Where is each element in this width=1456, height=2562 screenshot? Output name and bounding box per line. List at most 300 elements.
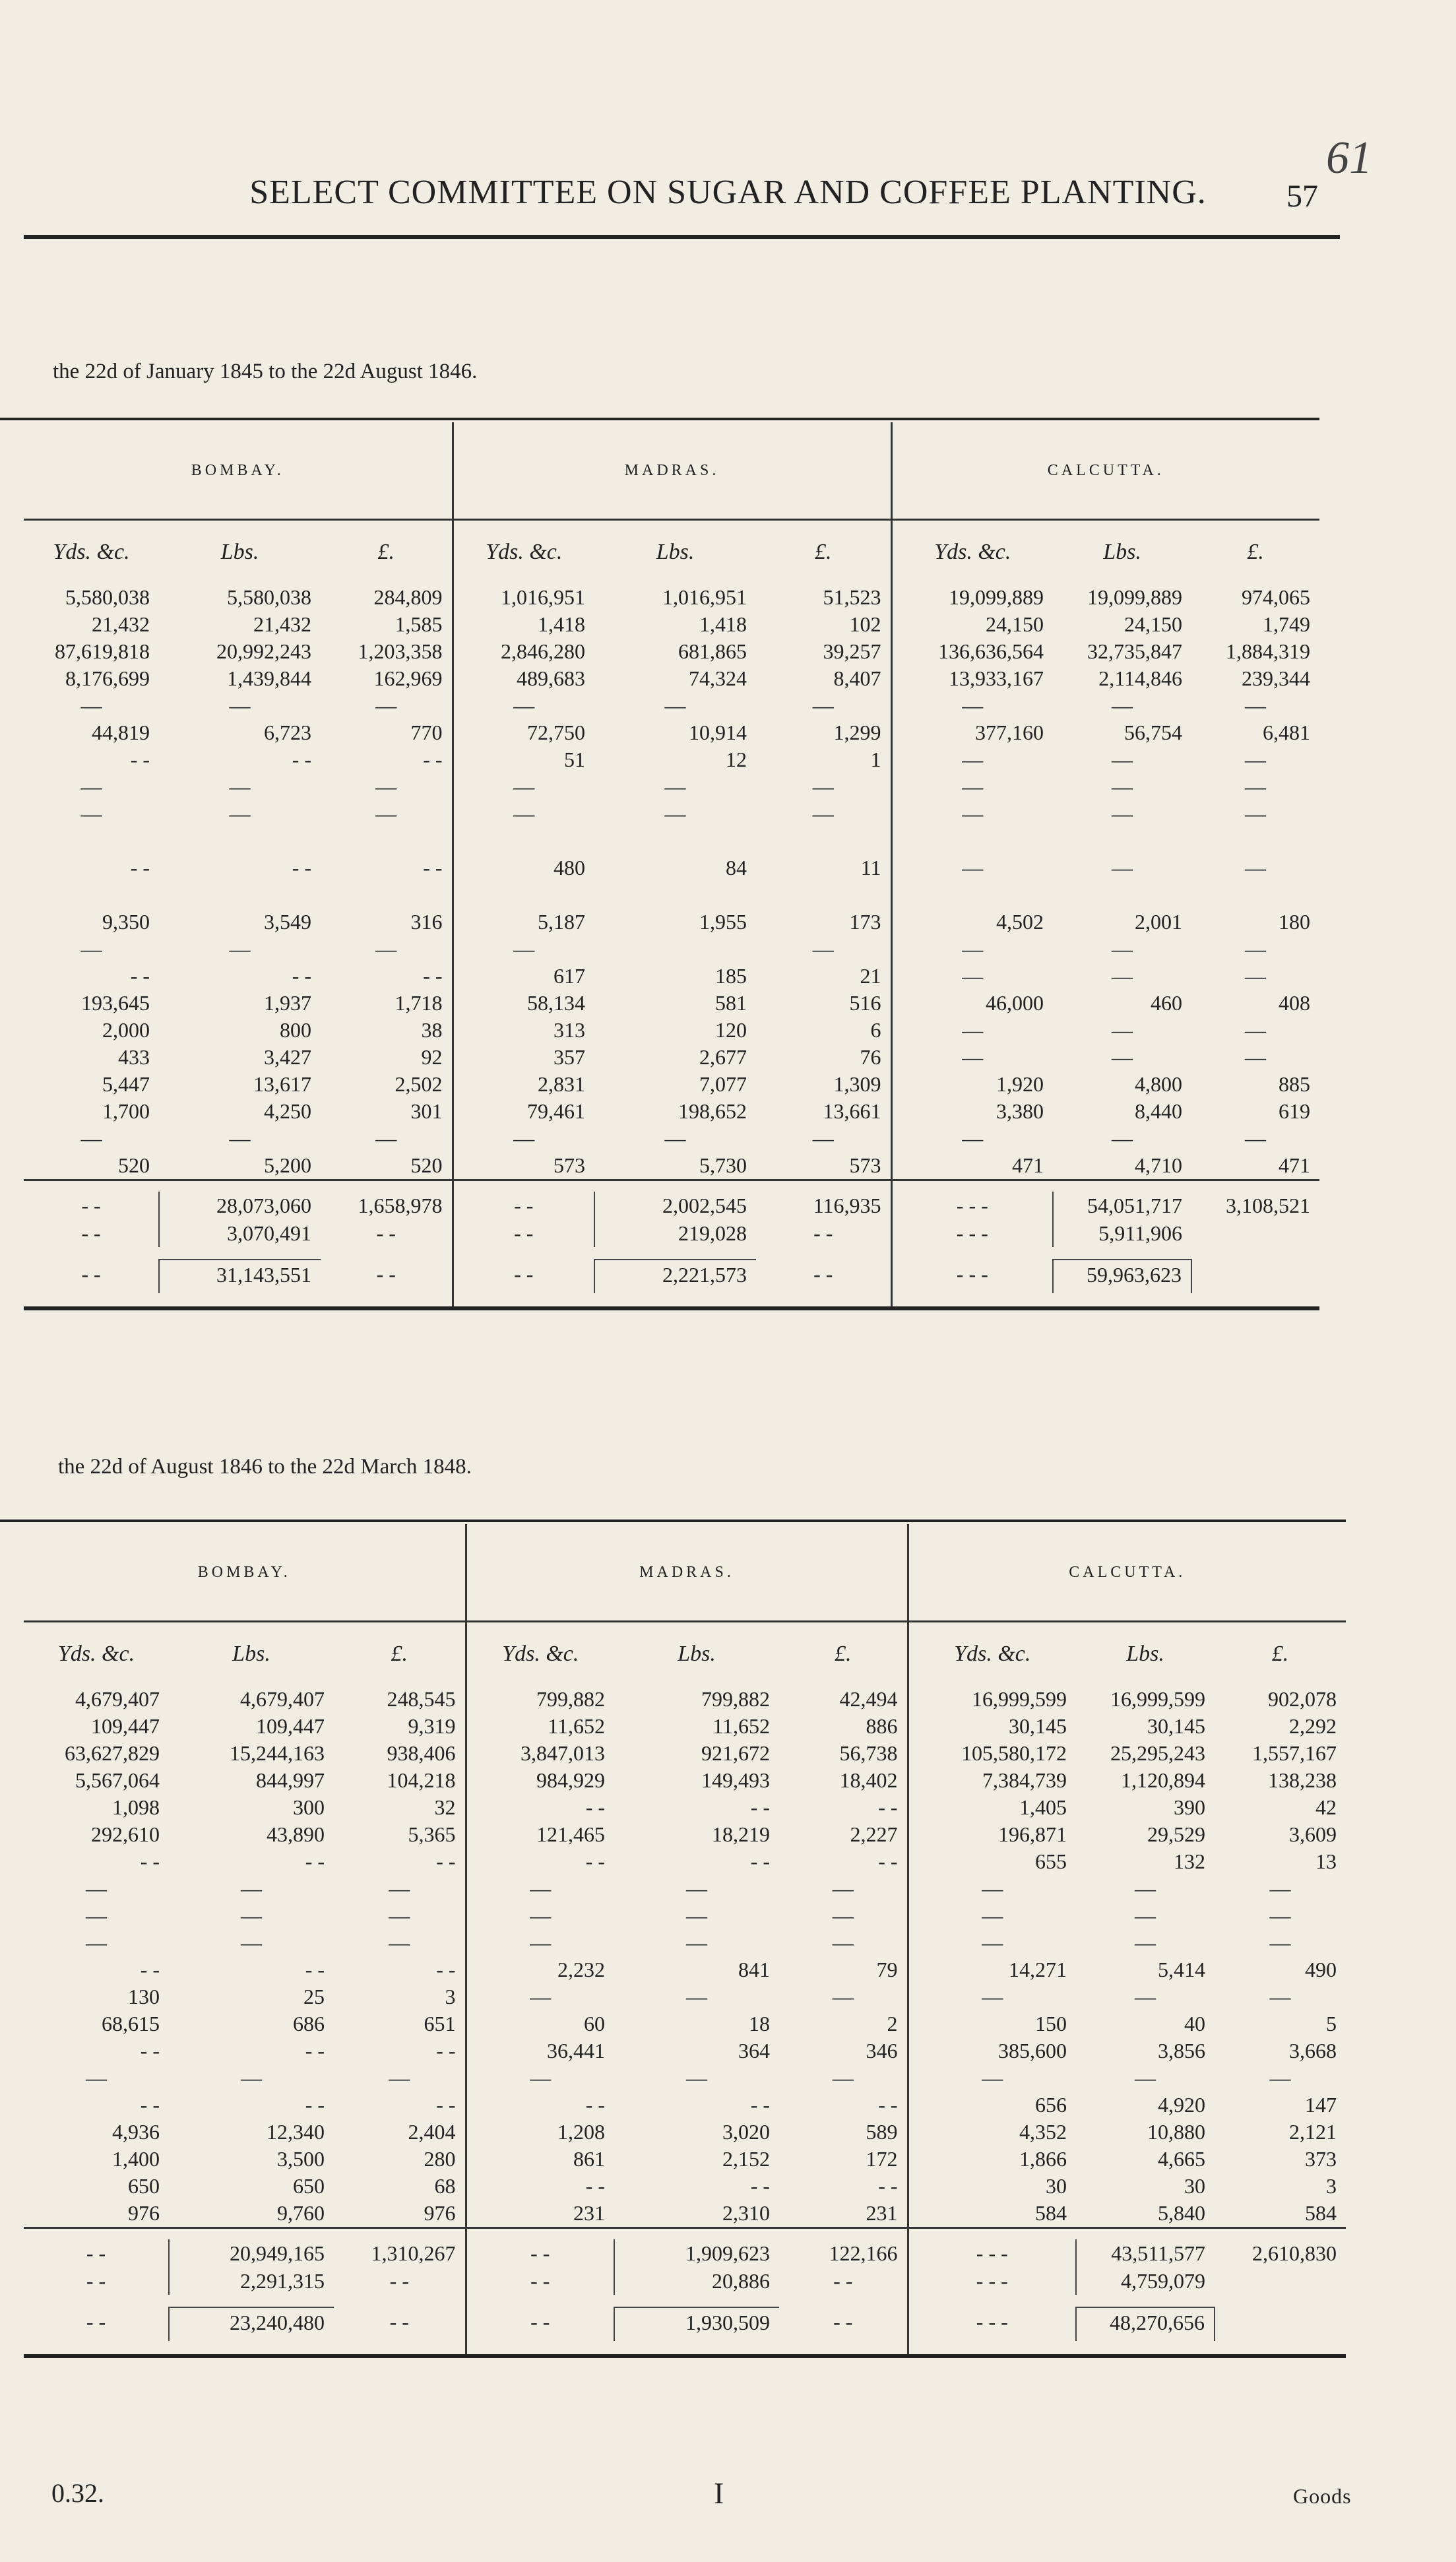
table-cell: 9,760 xyxy=(277,2201,325,2225)
unit-header: £. xyxy=(779,1622,908,1686)
table-cell: 138,238 xyxy=(1268,1768,1337,1792)
total-cell: - - xyxy=(514,1194,534,1217)
table-cell: 3,668 xyxy=(1289,2039,1337,2063)
table-cell: 2,831 xyxy=(538,1072,586,1096)
table-cell: — xyxy=(1269,1931,1291,1954)
table-cell: — xyxy=(962,937,984,961)
table-cell: 25,295,243 xyxy=(1110,1741,1206,1765)
table-cell: 5,200 xyxy=(264,1153,311,1177)
table-cell xyxy=(453,881,594,909)
table-cell: 3,549 xyxy=(264,910,311,934)
grand-total-cell: 59,963,623 xyxy=(1053,1260,1191,1293)
total-cell: - - xyxy=(86,2269,106,2293)
table-row xyxy=(24,1125,1319,1152)
table-cell: 42,494 xyxy=(779,1686,908,1713)
table-cell: 373 xyxy=(1305,2147,1337,2171)
table-cell: — xyxy=(756,1125,891,1152)
table-cell: 32 xyxy=(334,1794,466,1821)
table-cell: — xyxy=(530,2066,552,2090)
table-cell: 520 xyxy=(321,1152,453,1180)
table-cell: — xyxy=(779,1983,908,2010)
table-cell: 18 xyxy=(749,2012,771,2035)
section2-date-range: the 22d of August 1846 to the 22d March 1848. xyxy=(58,1455,472,1479)
table-row xyxy=(24,1044,1319,1071)
table-cell: 84 xyxy=(726,856,747,880)
table-cell: 24,150 xyxy=(986,612,1044,636)
table-cell: 301 xyxy=(321,1098,453,1125)
table-cell: 686 xyxy=(293,2012,325,2035)
table-cell: — xyxy=(530,1931,552,1954)
table-cell: 4,800 xyxy=(1135,1072,1183,1096)
table-cell: 24,150 xyxy=(1124,612,1183,636)
page-number: 57 xyxy=(1286,179,1318,214)
table-cell: — xyxy=(241,1931,262,1954)
group-header-calcutta: CALCUTTA. xyxy=(891,422,1319,520)
table-cell: 2,846,280 xyxy=(501,639,586,663)
table-cell: 16,999,599 xyxy=(972,1687,1067,1711)
group-header-bombay: BOMBAY. xyxy=(24,1524,466,1622)
table-cell: 16,999,599 xyxy=(1110,1687,1206,1711)
table-cell: 1,585 xyxy=(321,611,453,638)
table-cell: — xyxy=(86,1876,107,1900)
table-cell: 1,016,951 xyxy=(501,585,586,609)
table-row xyxy=(24,1767,1346,1794)
grand-total-cell: - - xyxy=(514,1262,534,1286)
section1-date-range: the 22d of January 1845 to the 22d August 1846. xyxy=(53,360,478,383)
separator-cell xyxy=(1053,1180,1191,1192)
bottom-cell xyxy=(1191,1293,1319,1308)
separator-cell xyxy=(891,1180,1053,1192)
table-cell: 68 xyxy=(334,2173,466,2200)
table-cell: — xyxy=(1112,1045,1133,1069)
grand-total-cell: - - xyxy=(756,1260,891,1293)
separator-cell xyxy=(614,2228,779,2240)
table-cell: — xyxy=(321,1125,453,1152)
table-row xyxy=(24,638,1319,665)
table-cell: 36,441 xyxy=(547,2039,606,2063)
table-cell: 3 xyxy=(1326,2174,1337,2198)
bottom-cell xyxy=(159,1293,321,1308)
footer-catchword: Goods xyxy=(1293,2484,1352,2508)
table-cell: 46,000 xyxy=(986,991,1044,1015)
table-cell: — xyxy=(229,775,251,798)
grand-total-row xyxy=(24,2307,1346,2341)
table-cell: 30,145 xyxy=(1147,1714,1206,1738)
table-cell: 198,652 xyxy=(678,1099,747,1123)
table-cell: — xyxy=(229,937,251,961)
table-cell: — xyxy=(1112,693,1133,717)
table-cell: 385,600 xyxy=(998,2039,1067,2063)
unit-header: Yds. &c. xyxy=(954,1642,1031,1666)
table-cell: - - xyxy=(305,1958,325,1981)
table-cell: 2,404 xyxy=(334,2119,466,2146)
bottom-cell xyxy=(321,1293,453,1308)
table-cell: 60 xyxy=(584,2012,606,2035)
table-row xyxy=(24,1983,1346,2010)
table-cell: 30 xyxy=(1184,2174,1206,2198)
unit-header: £. xyxy=(1271,1642,1289,1666)
table-cell: 460 xyxy=(1151,991,1183,1015)
table-cell: 5,730 xyxy=(699,1153,747,1177)
separator-cell xyxy=(756,1180,891,1192)
table-cell: 861 xyxy=(573,2147,606,2171)
table-cell: 18,219 xyxy=(712,1822,771,1846)
table-cell: 120 xyxy=(715,1018,747,1042)
totals-row xyxy=(24,2239,1346,2267)
total-cell: - - - xyxy=(976,2241,1008,2265)
table-cell: 51,523 xyxy=(756,584,891,611)
table-cell: — xyxy=(80,775,102,798)
table-cell xyxy=(756,827,891,854)
table-cell: 21,432 xyxy=(92,612,150,636)
table-cell: — xyxy=(1112,964,1133,988)
table-cell: — xyxy=(1269,2066,1291,2090)
table-cell: 13,933,167 xyxy=(949,666,1044,690)
table-cell: — xyxy=(334,1929,466,1956)
table-cell: 40 xyxy=(1184,2012,1206,2035)
table-cell: — xyxy=(229,693,251,717)
table-cell: 3,427 xyxy=(264,1045,311,1069)
table-cell: - - xyxy=(305,2039,325,2063)
total-cell: 4,759,079 xyxy=(1076,2267,1215,2295)
separator-cell xyxy=(453,1180,594,1192)
table-cell: - - xyxy=(292,964,311,988)
table-cell: 3,847,013 xyxy=(521,1741,606,1765)
table-cell: - - xyxy=(140,1849,160,1873)
grand-total-cell: 23,240,480 xyxy=(169,2307,334,2341)
table-cell: 5,840 xyxy=(1158,2201,1206,2225)
table-cell: 1 xyxy=(756,746,891,773)
bottom-cell xyxy=(1215,2341,1346,2356)
table-cell: — xyxy=(80,1126,102,1150)
table-cell: 30,145 xyxy=(1009,1714,1067,1738)
table-cell: — xyxy=(86,2066,107,2090)
table-cell xyxy=(891,881,1053,909)
total-cell: 116,935 xyxy=(756,1192,891,1219)
table-cell: — xyxy=(756,936,891,963)
table-cell: 5,414 xyxy=(1158,1958,1206,1981)
table-cell: — xyxy=(334,1902,466,1929)
table-cell: — xyxy=(1245,775,1267,798)
bottom-cell xyxy=(334,2341,466,2356)
table-cell: 1,866 xyxy=(1019,2147,1067,2171)
table-cell: 921,672 xyxy=(701,1741,771,1765)
table-cell: 1,208 xyxy=(557,2120,606,2144)
table-cell: - - xyxy=(779,1794,908,1821)
table-cell: 520 xyxy=(118,1153,150,1177)
table-row xyxy=(24,936,1319,963)
table-cell: 1,405 xyxy=(1019,1795,1067,1819)
table-row xyxy=(24,1929,1346,1956)
table-cell: 14,271 xyxy=(1009,1958,1067,1981)
table-cell: 357 xyxy=(554,1045,586,1069)
table-row xyxy=(24,2119,1346,2146)
totals-row xyxy=(24,1219,1319,1247)
table-cell: 109,447 xyxy=(91,1714,160,1738)
section2-table xyxy=(24,1524,1346,2358)
table-cell: 584 xyxy=(1305,2201,1337,2225)
table-cell: 2,502 xyxy=(321,1071,453,1098)
rule-cell xyxy=(614,2295,779,2307)
table-cell: 3,020 xyxy=(722,2120,771,2144)
group-header-bombay: BOMBAY. xyxy=(24,422,453,520)
table-cell: 1,418 xyxy=(538,612,586,636)
table-cell: 68,615 xyxy=(102,2012,160,2035)
table-cell: 4,502 xyxy=(996,910,1044,934)
table-cell: 2,310 xyxy=(722,2201,771,2225)
table-cell xyxy=(1191,827,1319,854)
table-cell: 4,936 xyxy=(112,2120,160,2144)
rule-cell xyxy=(453,1247,594,1260)
bottom-cell xyxy=(891,1293,1053,1308)
table-row xyxy=(24,773,1319,800)
table-cell: — xyxy=(1245,693,1267,717)
table-cell: 56,754 xyxy=(1124,721,1183,744)
table-cell: — xyxy=(229,802,251,825)
table-cell: — xyxy=(1112,856,1133,880)
table-row xyxy=(24,611,1319,638)
unit-header: Lbs. xyxy=(220,540,259,564)
table-cell: 44,819 xyxy=(92,721,150,744)
separator-cell xyxy=(334,2228,466,2240)
totals-separator-row xyxy=(24,1180,1319,1192)
header-rule xyxy=(24,235,1340,239)
separator-cell xyxy=(24,2228,169,2240)
grand-total-cell: 1,930,509 xyxy=(614,2307,779,2341)
unit-header: £. xyxy=(334,1622,466,1686)
total-cell: - - xyxy=(321,1219,453,1247)
separator-cell xyxy=(321,1180,453,1192)
grand-total-cell: 48,270,656 xyxy=(1076,2307,1215,2341)
rule-cell xyxy=(1215,2295,1346,2307)
table-cell: - - xyxy=(750,2174,771,2198)
separator-cell xyxy=(159,1180,321,1192)
table-cell: 4,710 xyxy=(1135,1153,1183,1177)
table-row xyxy=(24,963,1319,990)
table-cell: 364 xyxy=(738,2039,771,2063)
table-cell xyxy=(321,827,453,854)
table-row xyxy=(24,2037,1346,2065)
table-row xyxy=(24,990,1319,1017)
table-cell: 1,937 xyxy=(264,991,311,1015)
table-cell: 5,187 xyxy=(538,910,586,934)
table-cell: 313 xyxy=(554,1018,586,1042)
table-row xyxy=(24,1848,1346,1875)
table-cell: 7,077 xyxy=(699,1072,747,1096)
table-cell xyxy=(24,881,159,909)
grand-total-rule-row xyxy=(24,2295,1346,2307)
total-cell: 5,911,906 xyxy=(1053,1219,1191,1247)
rule-cell xyxy=(779,2295,908,2307)
total-cell: 3,108,521 xyxy=(1226,1194,1311,1217)
footer-signature-letter: I xyxy=(714,2476,724,2510)
total-cell: 20,949,165 xyxy=(169,2239,334,2267)
table-row xyxy=(24,1017,1319,1044)
table-cell: 8,176,699 xyxy=(65,666,150,690)
table-cell: — xyxy=(1245,937,1267,961)
table-row xyxy=(24,800,1319,827)
table-cell: - - xyxy=(321,854,453,881)
table-cell: 2,114,846 xyxy=(1098,666,1183,690)
table-cell: 976 xyxy=(334,2200,466,2228)
total-cell: 20,886 xyxy=(614,2267,779,2295)
table-cell: - - xyxy=(750,2093,771,2117)
rule-cell xyxy=(1053,1247,1191,1260)
bottom-cell xyxy=(1076,2341,1215,2356)
total-cell: - - - xyxy=(956,1194,988,1217)
table-cell xyxy=(594,827,756,854)
table-cell: - - xyxy=(292,856,311,880)
total-cell: 1,310,267 xyxy=(334,2239,466,2267)
table-cell: 619 xyxy=(1279,1099,1311,1123)
table-cell: — xyxy=(1269,1985,1291,2008)
separator-cell xyxy=(466,2228,614,2240)
table-cell: 4,665 xyxy=(1158,2147,1206,2171)
table-row xyxy=(24,1713,1346,1740)
total-cell: - - xyxy=(81,1194,101,1217)
unit-header: Yds. &c. xyxy=(502,1642,579,1666)
table-cell xyxy=(24,827,159,854)
rule-cell xyxy=(321,1247,453,1260)
table-cell: 248,545 xyxy=(334,1686,466,1713)
handwritten-page-number: 61 xyxy=(1326,133,1372,183)
table-cell: — xyxy=(321,692,453,719)
rule-cell xyxy=(159,1247,321,1260)
table-cell: — xyxy=(779,1929,908,1956)
rule-cell xyxy=(1191,1247,1319,1260)
bottom-cell xyxy=(24,2341,169,2356)
table-cell: 681,865 xyxy=(678,639,747,663)
table-cell: - - xyxy=(140,1958,160,1981)
separator-cell xyxy=(908,2228,1076,2240)
table-cell: 770 xyxy=(321,719,453,746)
table-cell: 18,402 xyxy=(779,1767,908,1794)
table-cell: — xyxy=(1269,1876,1291,1900)
table-cell: 9,350 xyxy=(102,910,150,934)
bottom-cell xyxy=(594,1293,756,1308)
table-cell: — xyxy=(1135,1904,1156,1927)
table-cell: — xyxy=(962,964,984,988)
table-cell: - - xyxy=(140,2039,160,2063)
table-cell: — xyxy=(982,1931,1003,1954)
table-cell: - - xyxy=(321,746,453,773)
table-cell: 63,627,829 xyxy=(65,1741,160,1765)
table-cell: 3,856 xyxy=(1158,2039,1206,2063)
table-cell: - - xyxy=(305,1849,325,1873)
units-header-row xyxy=(24,520,1319,585)
table-cell: — xyxy=(1245,964,1267,988)
table-cell: 38 xyxy=(321,1017,453,1044)
table-cell: 938,406 xyxy=(334,1740,466,1767)
section1-top-rule xyxy=(0,418,1319,420)
table-cell: — xyxy=(1245,856,1267,880)
table-cell: 655 xyxy=(1035,1849,1067,1873)
table-cell: 172 xyxy=(779,2146,908,2173)
table-cell: 408 xyxy=(1279,991,1311,1015)
table-cell: - - xyxy=(585,1795,606,1819)
table-cell: 573 xyxy=(756,1152,891,1180)
total-cell xyxy=(1215,2267,1346,2295)
total-cell: 2,002,545 xyxy=(594,1192,756,1219)
table-cell: 30 xyxy=(1046,2174,1067,2198)
unit-header: Lbs. xyxy=(656,540,695,564)
table-cell: — xyxy=(1135,1876,1156,1900)
table-cell: 196,871 xyxy=(998,1822,1067,1846)
table-cell: 886 xyxy=(779,1713,908,1740)
unit-header: £. xyxy=(321,520,453,585)
bottom-cell xyxy=(756,1293,891,1308)
table-cell: 32,735,847 xyxy=(1087,639,1183,663)
group-header-madras: MADRAS. xyxy=(466,1524,908,1622)
table-cell: — xyxy=(982,1985,1003,2008)
table-cell: 284,809 xyxy=(321,584,453,611)
table-cell: 79,461 xyxy=(527,1099,586,1123)
table-cell: 2,000 xyxy=(102,1018,150,1042)
table-row xyxy=(24,692,1319,719)
table-cell: 150 xyxy=(1035,2012,1067,2035)
table-cell: — xyxy=(686,2066,708,2090)
table-cell: — xyxy=(686,1904,708,1927)
table-cell: 130 xyxy=(128,1985,160,2008)
total-cell: 28,073,060 xyxy=(159,1192,321,1219)
total-cell: - - xyxy=(779,2267,908,2295)
table-cell xyxy=(159,881,321,909)
table-cell: — xyxy=(962,775,984,798)
rule-cell xyxy=(908,2295,1076,2307)
group-header-row xyxy=(24,422,1319,520)
table-cell: 13,617 xyxy=(253,1072,311,1096)
table-cell: 76 xyxy=(756,1044,891,1071)
table-cell: — xyxy=(80,802,102,825)
table-cell: 490 xyxy=(1305,1958,1337,1981)
table-cell: — xyxy=(1135,1931,1156,1954)
table-cell: 390 xyxy=(1174,1795,1206,1819)
table-cell: 136,636,564 xyxy=(938,639,1044,663)
table-bottom-row xyxy=(24,1293,1319,1308)
separator-cell xyxy=(594,1180,756,1192)
rule-cell xyxy=(756,1247,891,1260)
group-header-madras: MADRAS. xyxy=(453,422,891,520)
table-cell: — xyxy=(756,800,891,827)
table-cell: - - xyxy=(321,963,453,990)
table-row xyxy=(24,854,1319,881)
table-cell: 19,099,889 xyxy=(1087,585,1183,609)
table-cell: - - xyxy=(334,2037,466,2065)
table-cell: — xyxy=(779,1875,908,1902)
table-cell xyxy=(1191,881,1319,909)
table-cell: 433 xyxy=(118,1045,150,1069)
bottom-cell xyxy=(908,2341,1076,2356)
table-cell: — xyxy=(241,2066,262,2090)
section2-top-rule xyxy=(0,1520,1346,1522)
table-cell: - - xyxy=(750,1849,771,1873)
table-row xyxy=(24,2065,1346,2092)
table-cell: - - xyxy=(585,1849,606,1873)
rule-cell xyxy=(24,1247,159,1260)
unit-header: Yds. &c. xyxy=(53,540,130,564)
table-cell: — xyxy=(962,1045,984,1069)
total-cell: - - xyxy=(756,1219,891,1247)
unit-header: Lbs. xyxy=(1126,1642,1164,1666)
table-row xyxy=(24,1902,1346,1929)
table-row xyxy=(24,2200,1346,2228)
table-cell: 300 xyxy=(293,1795,325,1819)
table-cell: — xyxy=(334,1875,466,1902)
table-bottom-row xyxy=(24,2341,1346,2356)
table-cell: - - xyxy=(334,1848,466,1875)
table-cell: — xyxy=(321,773,453,800)
table-cell xyxy=(594,881,756,909)
